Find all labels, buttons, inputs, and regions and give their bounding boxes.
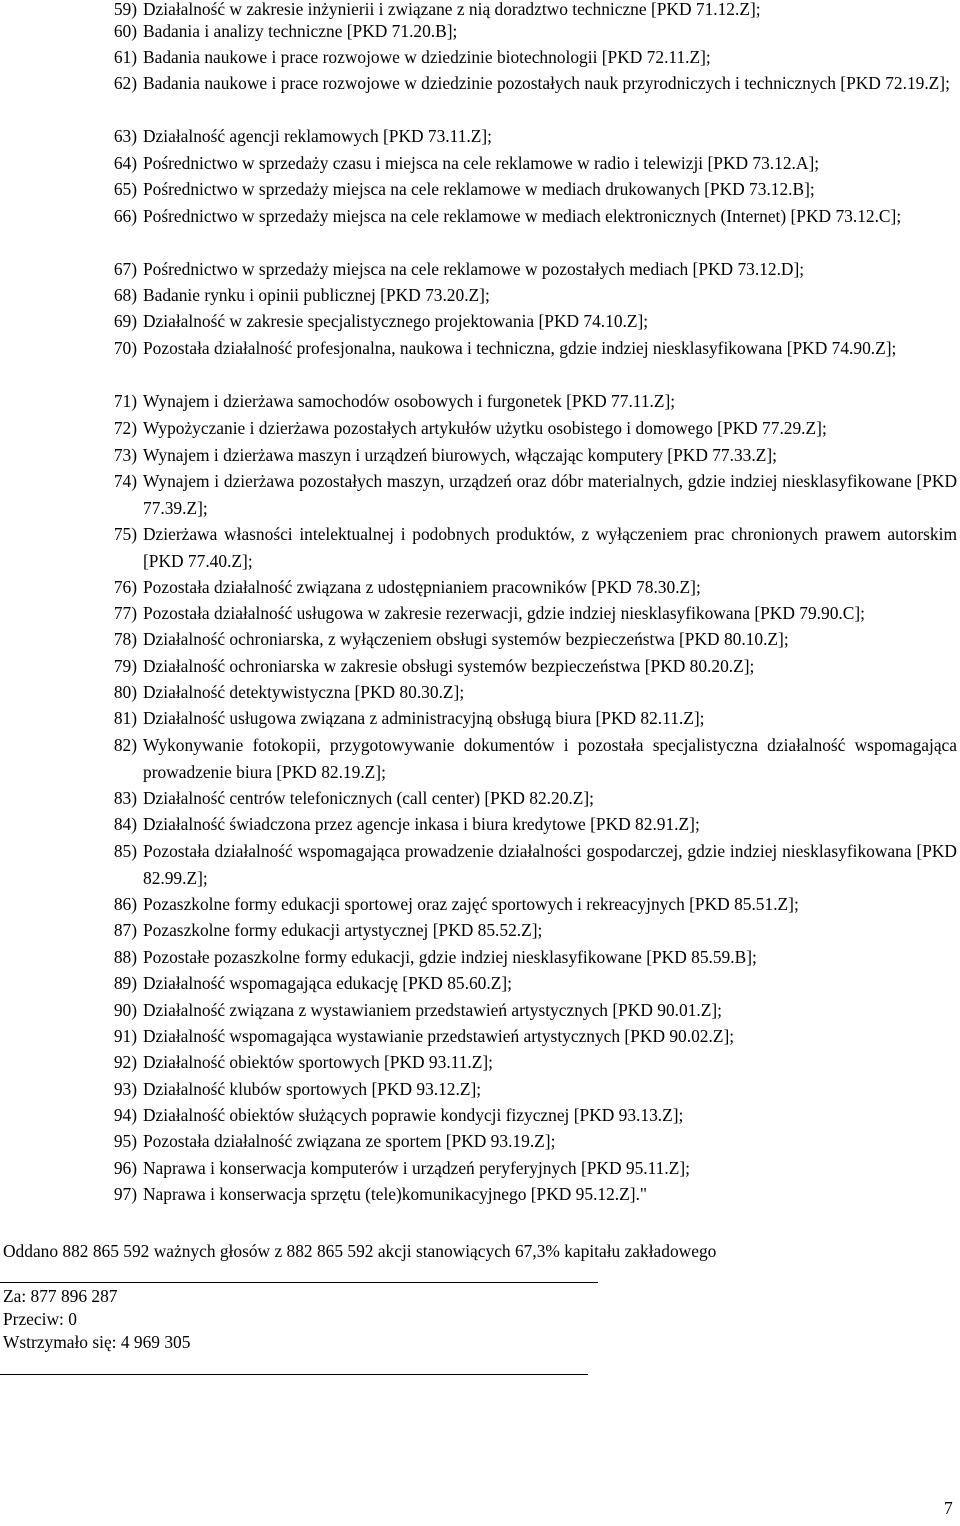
list-item-number: 91) (113, 1026, 137, 1046)
list-item-text: Działalność ochroniarska, z wyłączeniem obsługi systemów bezpieczeństwa [PKD 80.10.Z]; (143, 629, 789, 649)
list-item-text: Pośrednictwo w sprzedaży miejsca na cele reklamowe w mediach drukowanych [PKD 73.12.B]; (143, 179, 815, 199)
list-item-text: Działalność ochroniarska w zakresie obsługi systemów bezpieczeństwa [PKD 80.20.Z]; (143, 656, 755, 676)
list-item-number: 68) (113, 285, 137, 305)
list-item-number: 88) (113, 947, 137, 967)
list-item-text: Wynajem i dzierżawa maszyn i urządzeń biurowych, włączając komputery [PKD 77.33.Z]; (143, 445, 777, 465)
list-item-number: 61) (113, 47, 137, 67)
list-item-number: 64) (113, 153, 137, 173)
list-item-text: Pozaszkolne formy edukacji artystycznej [PKD 85.52.Z]; (143, 920, 543, 940)
list-item-text: Badanie rynku i opinii publicznej [PKD 73.20.Z]; (143, 285, 490, 305)
list-item-number: 71) (113, 391, 137, 411)
list-item-text: Pozostała działalność usługowa w zakresie rezerwacji, gdzie indziej niesklasyfikowana [PKD 79.90.C]; (143, 603, 865, 623)
votes-for: Za: 877 896 287 (3, 1286, 118, 1306)
list-item-text: Wykonywanie fotokopii, przygotowywanie dokumentów i pozostała specjalistyczna działalność wspomagająca prowadzenie biura [PKD 82.19.Z]; (143, 735, 957, 782)
list-item-text: Wypożyczanie i dzierżawa pozostałych artykułów użytku osobistego i domowego [PKD 77.29.Z]; (143, 418, 827, 438)
vote-summary: Oddano 882 865 592 ważnych głosów z 882 865 592 akcji stanowiących 67,3% kapitału zakładowego (3, 1241, 717, 1261)
list-item-text: Działalność wspomagająca wystawianie przedstawień artystycznych [PKD 90.02.Z]; (143, 1026, 735, 1046)
list-item-number: 93) (113, 1079, 137, 1099)
list-item-text: Działalność obiektów sportowych [PKD 93.11.Z]; (143, 1052, 494, 1072)
list-item-number: 70) (113, 338, 137, 358)
votes-abstained: Wstrzymało się: 4 969 305 (3, 1332, 191, 1352)
list-item-text: Działalność w zakresie inżynierii i związane z nią doradztwo techniczne [PKD 71.12.Z]; (143, 0, 761, 19)
list-item-text: Pozostała działalność profesjonalna, naukowa i techniczna, gdzie indziej niesklasyfikowana [PKD 74.90.Z]; (143, 338, 897, 358)
list-item-number: 72) (113, 418, 137, 438)
list-item-text: Działalność usługowa związana z administracyjną obsługą biura [PKD 82.11.Z]; (143, 708, 705, 728)
list-item-text: Pozostałe pozaszkolne formy edukacji, gdzie indziej niesklasyfikowane [PKD 85.59.B]; (143, 947, 757, 967)
list-item-number: 95) (113, 1131, 137, 1151)
list-item-text: Działalność wspomagająca edukację [PKD 85.60.Z]; (143, 973, 512, 993)
list-item-text: Działalność detektywistyczna [PKD 80.30.Z]; (143, 682, 465, 702)
list-item-text: Pozostała działalność wspomagająca prowadzenie działalności gospodarczej, gdzie indziej niesklasyfikowana [PKD 82.99.Z]; (143, 841, 957, 888)
list-item-text: Działalność centrów telefonicznych (call center) [PKD 82.20.Z]; (143, 788, 595, 808)
list-item-number: 89) (113, 973, 137, 993)
list-item-number: 81) (113, 708, 137, 728)
list-item-number: 86) (113, 894, 137, 914)
list-item-text: Pozaszkolne formy edukacji sportowej oraz zajęć sportowych i rekreacyjnych [PKD 85.51.Z]; (143, 894, 799, 914)
list-item-text: Działalność świadczona przez agencje inkasa i biura kredytowe [PKD 82.91.Z]; (143, 814, 700, 834)
list-item-text: Badania i analizy techniczne [PKD 71.20.B]; (143, 21, 458, 41)
list-item-number: 82) (113, 735, 137, 755)
list-item-number: 79) (113, 656, 137, 676)
list-item-number: 67) (113, 259, 137, 279)
list-item-text: Działalność klubów sportowych [PKD 93.12.Z]; (143, 1079, 482, 1099)
list-item-number: 62) (113, 73, 137, 93)
list-item-number: 69) (113, 311, 137, 331)
list-item-number: 84) (113, 814, 137, 834)
list-item-text: Pozostała działalność związana z udostępnianiem pracowników [PKD 78.30.Z]; (143, 577, 701, 597)
list-item-text: Wynajem i dzierżawa samochodów osobowych i furgonetek [PKD 77.11.Z]; (143, 391, 676, 411)
list-item-number: 66) (113, 206, 137, 226)
list-item-text: Naprawa i konserwacja sprzętu (tele)komunikacyjnego [PKD 95.12.Z]." (143, 1184, 648, 1204)
list-item-number: 92) (113, 1052, 137, 1072)
separator-line (0, 1374, 588, 1375)
list-item-number: 80) (113, 682, 137, 702)
list-item-text: Działalność w zakresie specjalistycznego projektowania [PKD 74.10.Z]; (143, 311, 649, 331)
list-item-number: 63) (113, 126, 137, 146)
list-item-number: 83) (113, 788, 137, 808)
list-item-text: Działalność obiektów służących poprawie kondycji fizycznej [PKD 93.13.Z]; (143, 1105, 684, 1125)
list-item-number: 94) (113, 1105, 137, 1125)
list-item-text: Badania naukowe i prace rozwojowe w dziedzinie biotechnologii [PKD 72.11.Z]; (143, 47, 711, 67)
list-item-number: 78) (113, 629, 137, 649)
list-item-text: Pozostała działalność związana ze sportem [PKD 93.19.Z]; (143, 1131, 556, 1151)
votes-against: Przeciw: 0 (3, 1309, 77, 1329)
list-item-number: 85) (113, 841, 137, 861)
list-item-number: 97) (113, 1184, 137, 1204)
list-item-number: 76) (113, 577, 137, 597)
separator-line (0, 1282, 598, 1283)
list-item-number: 73) (113, 445, 137, 465)
list-item-text: Działalność agencji reklamowych [PKD 73.11.Z]; (143, 126, 492, 146)
list-item-number: 87) (113, 920, 137, 940)
list-item-number: 90) (113, 1000, 137, 1020)
page-number: 7 (944, 1498, 953, 1518)
list-item-number: 96) (113, 1158, 137, 1178)
list-item-text: Pośrednictwo w sprzedaży miejsca na cele reklamowe w pozostałych mediach [PKD 73.12.D]; (143, 259, 805, 279)
list-item-number: 60) (113, 21, 137, 41)
list-item-text: Pośrednictwo w sprzedaży czasu i miejsca na cele reklamowe w radio i telewizji [PKD 73.12.A]; (143, 153, 820, 173)
list-item-number: 59) (113, 0, 137, 19)
list-item-text: Wynajem i dzierżawa pozostałych maszyn, urządzeń oraz dóbr materialnych, gdzie indziej niesklasyfikowane [PKD 77.39.Z]; (143, 471, 957, 518)
list-item-text: Pośrednictwo w sprzedaży miejsca na cele reklamowe w mediach elektronicznych (Internet) [PKD 73.12.C]; (143, 206, 902, 226)
list-item-number: 74) (113, 471, 137, 491)
list-item-text: Dzierżawa własności intelektualnej i podobnych produktów, z wyłączeniem prac chronionych prawem autorskim [PKD 77.40.Z]; (143, 524, 957, 571)
list-item-text: Badania naukowe i prace rozwojowe w dziedzinie pozostałych nauk przyrodniczych i technicznych [PKD 72.19.Z]; (143, 73, 950, 93)
list-item-number: 65) (113, 179, 137, 199)
list-item-text: Naprawa i konserwacja komputerów i urządzeń peryferyjnych [PKD 95.11.Z]; (143, 1158, 690, 1178)
list-item-text: Działalność związana z wystawianiem przedstawień artystycznych [PKD 90.01.Z]; (143, 1000, 722, 1020)
list-item-number: 77) (113, 603, 137, 623)
list-item-number: 75) (113, 524, 137, 544)
